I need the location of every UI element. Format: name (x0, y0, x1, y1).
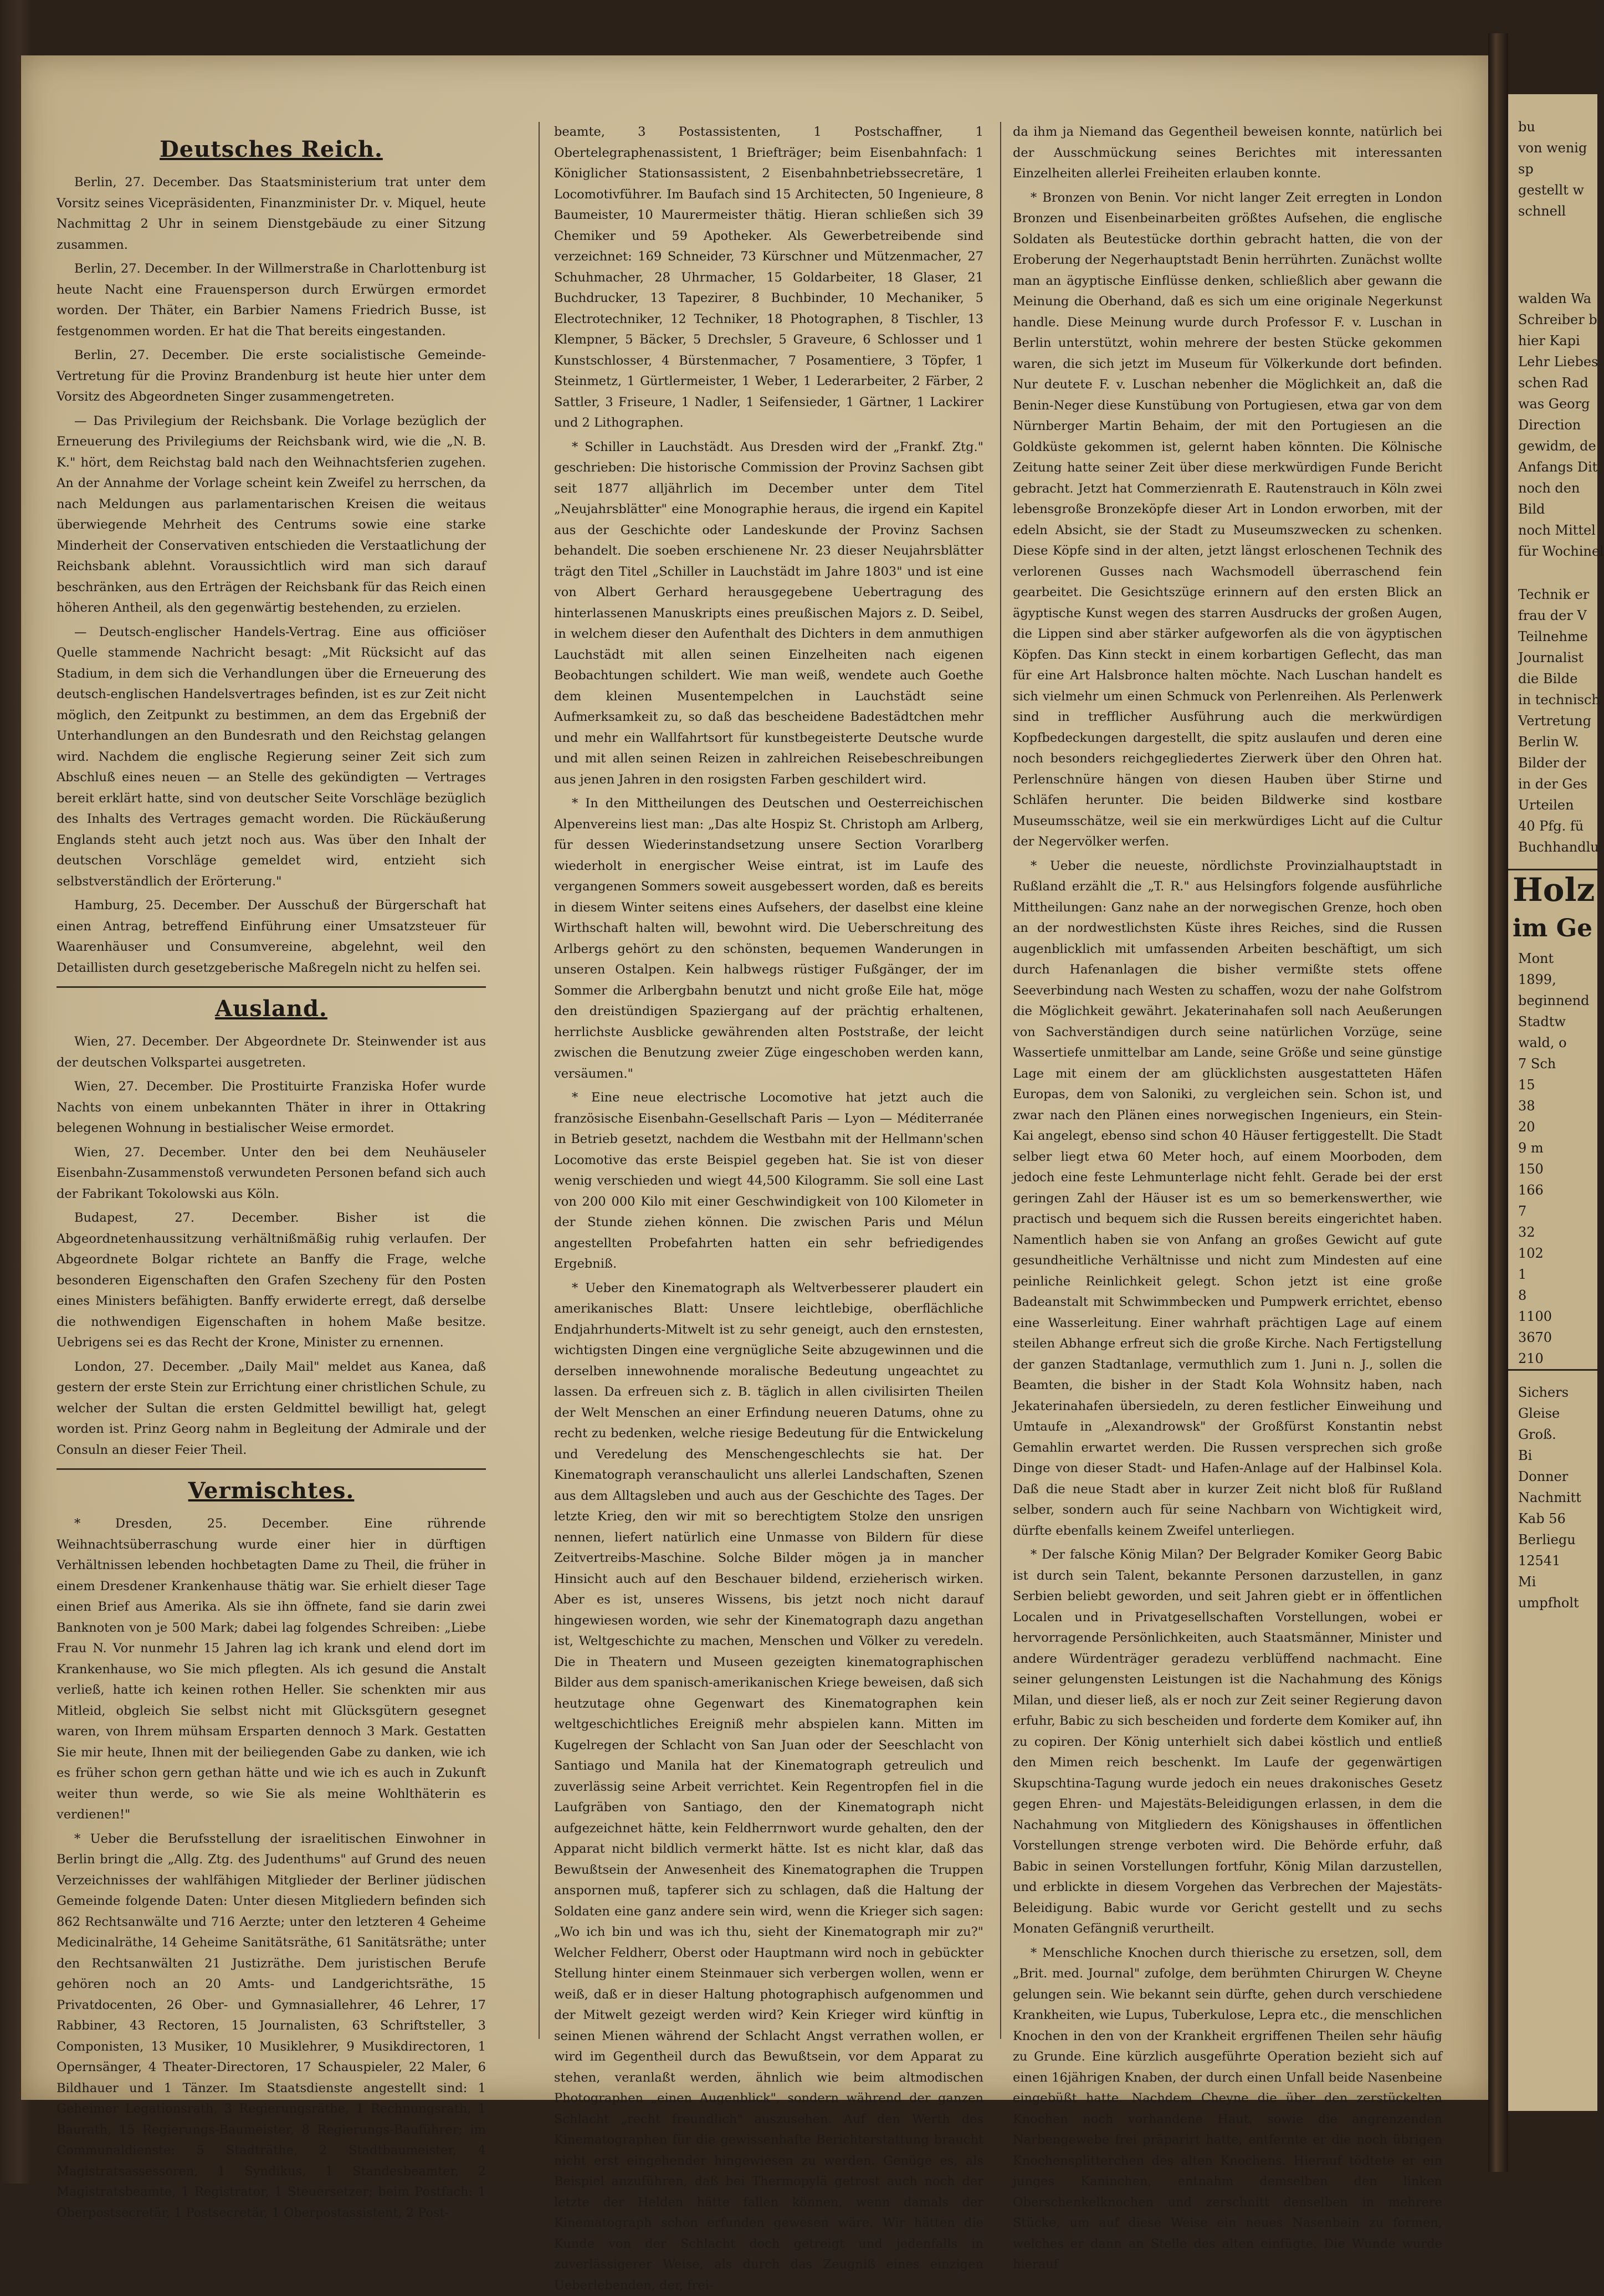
column-3 (1013, 122, 1442, 2028)
adjacent-fragment-line: walden Wa (1508, 288, 1597, 309)
adjacent-fragment-line: 32 (1508, 1222, 1597, 1243)
adjacent-fragment-line: Berlin W. (1508, 731, 1597, 752)
article-provinzialhauptstadt: * Ueber die neueste, nördlichste Provinzialhauptstadt in Rußland erzählt die „T. R." aus Helsingfors folgende ausführliche Mittheilungen: Ganz nahe an der norwegischen Grenze, hoch oben an der nordwestlichsten Küste ihres Reiches, sind die Russen augenblicklich mit umfassenden Arbeiten beschäftigt, um sich durch Hafenanlagen die bisher vermißte stets offene Seeverbindung nach Westen zu schaffen, wozu der nahe Golfstrom die Möglichkeit gewährt. Jekaterinahafen soll nach Aeußerungen von Sachverständigen durch seine natürlichen Vorzüge, seine Wassertiefe unmittelbar am Lande, seine Größe und seine günstige Lage mit einem der am glücklichsten ausgestatteten Häfen Europas, dem von Saloniki, zu vergleichen sein. Schon ist, und zwar nach den Plänen eines norwegischen Ingenieurs, ein Stein-Kai angelegt, ebenso sind schon 40 Häuser fertiggestellt. Die Stadt selber liegt etwa 60 Meter hoch, auf einem Moorboden, dem jedoch eine feste Lehmunterlage nicht fehlt. Gerade bei der erst geringen Zahl der Häuser ist es um so bemerkenswerther, wie practisch und bequem sich die Russen bereits eingerichtet haben. Namentlich haben sie von Anfang an großes Gewicht auf gute gesundheitliche Verhältnisse und nicht zum Mindesten auf eine peinliche Reinlichkeit gelegt. Schon jetzt ist eine große Badeanstalt mit Schwimmbecken und Pumpwerk errichtet, ebenso eine Wasserleitung. Einer wahrhaft prächtigen Lage auf einem steilen Abhange erfreut sich die große Kirche. Nach Fertigstellung der ganzen Stadtanlage, vermuthlich zum 1. Juni n. J., sollen die Beamten, die bisher in der Stadt Kola Wohnsitz haben, nach Jekaterinahafen übersiedeln, zu deren festlicher Einweihung und Umtaufe in „Alexandrowsk" der Großfürst Konstantin nebst Gemahlin erwartet werden. Die Russen versprechen sich große Dinge von dieser Stadt- und Hafen-Anlage auf der Halbinsel Kola. Daß die neue Stadt aber in kurzer Zeit nicht bloß für Rußland selber, sondern auch für seine Nachbarn von Wichtigkeit wird, dürfte ebenfalls keinem Zweifel unterliegen. (1013, 856, 1442, 1542)
adjacent-fragment-line: wald, o (1508, 1032, 1597, 1053)
section-divider (57, 986, 486, 988)
adjacent-fragment-line: Anfangs Dit (1508, 457, 1597, 478)
adjacent-fragment-line: 1 (1508, 1264, 1597, 1285)
adjacent-fragment-line: sp (1508, 158, 1597, 180)
adjacent-fragment-line: 15 (1508, 1074, 1597, 1095)
adjacent-fragment-line: Bild (1508, 499, 1597, 520)
adjacent-fragment-line: 210 (1508, 1348, 1597, 1369)
adjacent-fragment-line: schen Rad (1508, 372, 1597, 393)
section-divider (57, 1468, 486, 1470)
adjacent-fragment-line: von wenig (1508, 137, 1597, 158)
adjacent-fragment-line: Sichers (1508, 1382, 1597, 1403)
adjacent-fragment-line: 38 (1508, 1095, 1597, 1116)
adjacent-fragment-line: Gleise (1508, 1403, 1597, 1424)
adjacent-fragment-line: Teilnehme (1508, 626, 1597, 647)
adjacent-fragment-line: Donner (1508, 1466, 1597, 1487)
article-berufsstellung-cont: beamte, 3 Postassistenten, 1 Postschaffner, 1 Obertelegraphenassistent, 1 Briefträger; beim Eisenbahnfach: 1 Königlicher Stationsassistent, 2 Eisenbahnbetriebssecretäre, 1 Locomotivführer. Im Baufach sind 15 Architecten, 50 Ingenieure, 8 Baumeister, 10 Maurermeister thätig. Hieran schließen sich 39 Chemiker und 59 Apotheker. Als Gewerbetreibende sind verzeichnet: 169 Schneider, 73 Kürschner und Mützenmacher, 27 Schuhmacher, 28 Uhrmacher, 15 Goldarbeiter, 18 Glaser, 21 Buchdrucker, 13 Tapezirer, 8 Buchbinder, 10 Mechaniker, 5 Electrotechniker, 12 Techniker, 18 Photographen, 8 Tischler, 13 Klempner, 5 Bäcker, 5 Drechsler, 5 Graveure, 6 Schlosser und 1 Kunstschlosser, 4 Bürstenmacher, 7 Posamentiere, 3 Töpfer, 1 Steinmetz, 1 Gürtlermeister, 1 Weber, 1 Lederarbeiter, 2 Färber, 2 Sattler, 3 Friseure, 1 Nadler, 1 Seifensieder, 1 Gärtner, 1 Lackirer und 2 Lithographen. (554, 122, 983, 434)
adjacent-fragment-line: 7 (1508, 1201, 1597, 1222)
section-heading-deutsches-reich: Deutsches Reich. (57, 136, 486, 162)
adjacent-fragment-line: Groß. (1508, 1424, 1597, 1445)
adjacent-fragment-line: Mi (1508, 1571, 1597, 1592)
adjacent-fragment-line: beginnend (1508, 990, 1597, 1011)
adjacent-fragment-line: 20 (1508, 1116, 1597, 1137)
adjacent-fragment-line: 7 Sch (1508, 1053, 1597, 1074)
adjacent-fragment-line: 8 (1508, 1285, 1597, 1306)
adjacent-fragment-line: gewidm, de (1508, 435, 1597, 457)
adjacent-lines-low (1508, 584, 1597, 858)
article-arlberg-hospiz: * In den Mittheilungen des Deutschen und Oesterreichischen Alpenvereins liest man: „Das alte Hospiz St. Christoph am Arlberg, für dessen Wiederinstandsetzung unsere Section Vorarlberg wiederholt in energischer Weise eintrat, ist im Laufe des vergangenen Sommers soweit ausgebessert worden, daß es bereits in diesem Winter seitens eines Aufsehers, der daselbst eine kleine Wirthschaft halten will, bewohnt wird. Die Ueberschreitung des Arlbergs gehört zu den schönsten, bequemen Wanderungen in unseren Ostalpen. Kein halbwegs rüstiger Fußgänger, der im Sommer die Arlbergbahn benutzt und nicht große Eile hat, möge den dreistündigen Spaziergang auf der prächtig erhaltenen, herrlichste Ausblicke gewährenden alten Poststraße, der leicht zwischen die Benutzung zweier Züge eingeschoben werden kann, versäumen." (554, 793, 983, 1084)
adjacent-lines-top (1508, 116, 1597, 222)
article-electrische-locomotive: * Eine neue electrische Locomotive hat jetzt auch die französische Eisenbahn-Gesellschaft Paris — Lyon — Méditerranée in Betrieb gesetzt, nachdem die Westbahn mit der Hellmann'schen Locomotive das erste Beispiel gegeben hat. Sie ist von dieser wenig verschieden und wiegt 44,500 Kilogramm. Sie soll eine Last von 200 000 Kilo mit einer Geschwindigkeit von 100 Kilometer in der Stunde ziehen können. Die zwischen Paris und Mélun angestellten Probefahrten hatten ein sehr befriedigendes Ergebniß. (554, 1088, 983, 1275)
adjacent-fragment-line: umpfholt (1508, 1592, 1597, 1613)
adjacent-fragment-line: bu (1508, 116, 1597, 137)
column-rule (1000, 122, 1001, 2039)
adjacent-fragment-line: gestellt w (1508, 180, 1597, 201)
adjacent-fragment-line: 166 (1508, 1180, 1597, 1201)
adjacent-advert-holz (1508, 869, 1597, 1371)
adjacent-fragment-line: Direction (1508, 414, 1597, 435)
adjacent-fragment-line: Buchhandlu (1508, 837, 1597, 858)
adjacent-holz-title: Holz (1508, 870, 1597, 909)
adjacent-holz-sub: im Ge (1508, 909, 1597, 948)
article-dresden-weihnacht: * Dresden, 25. December. Eine rührende Weihnachtsüberraschung wurde einer hier in dürftigen Verhältnissen lebenden hochbetagten Dame zu Theil, die früher in einem Dresdener Krankenhause thätig war. Sie erhielt dieser Tage einen Brief aus Amerika. Als sie ihn öffnete, fand sie darin zwei Banknoten von je 500 Mark; dabei lag folgendes Schreiben: „Liebe Frau N. Vor nunmehr 15 Jahren lag ich krank und elend dort im Krankenhause, wo Sie mich pflegten. Als ich gesund die Anstalt verließ, hatte ich keinen rothen Heller. Sie schenkten mir aus Mitleid, obgleich Sie selbst nicht mit Glücksgütern gesegnet waren, von Ihrem mühsam Ersparten dennoch 3 Mark. Gestatten Sie mir heute, Ihnen mit der beiliegenden Gabe zu danken, wie ich es früher schon gern gethan hätte und wie ich es auch in Zukunft weiter thun werde, so wie Sie als meine Wohlthäterin es verdienen!" (57, 1514, 486, 1826)
adjacent-fragment-line: Vertretung (1508, 710, 1597, 731)
adjacent-fragment-line: schnell (1508, 201, 1597, 222)
adjacent-fragment-line: Bi (1508, 1445, 1597, 1466)
column-2 (554, 122, 983, 2028)
adjacent-page-strip (1508, 94, 1597, 2111)
article-budapest: Budapest, 27. December. Bisher ist die Abgeordnetenhaussitzung verhältnißmäßig ruhig verlaufen. Der Abgeordnete Bolgar richtete an Banffy die Frage, welche besonderen Eigenschaften den Grafen Szecheny für den Posten eines Ministers befähigten. Banffy erwiderte erregt, daß derselbe die nothwendigen Eigenschaften in hohem Maße besitze. Uebrigens sei es das Recht der Krone, Minister zu ernennen. (57, 1208, 486, 1354)
article-hamburg: Hamburg, 25. December. Der Ausschuß der Bürgerschaft hat einen Antrag, betreffend Einführung einer Umsatzsteuer für Waarenhäuser und Consumvereine, abgelehnt, weil den Detaillisten durch gesetzgeberische Maßregeln nicht zu helfen sei. (57, 895, 486, 978)
article-menschliche-knochen: * Menschliche Knochen durch thierische zu ersetzen, soll, dem „Brit. med. Journal" zufolge, dem berühmten Chirurgen W. Cheyne gelungen sein. Wie bekannt sein dürfte, gehen durch verschiedene Krankheiten, wie Lupus, Tuberkulose, Lepra etc., die menschlichen Knochen in den von der Krankheit ergriffenen Theilen sehr häufig zu Grunde. Eine kürzlich ausgeführte Operation bezieht sich auf einen 16jährigen Knaben, der durch einen Unfall beide Nasenbeine eingebüßt hatte. Nachdem Cheyne die über den zerstückelten Knochen noch vorhandene Haut, sowie die angrenzenden Narbengewebe frei präparirt hatte, entfernte er die noch übrigen Knochensplitterchen des alten Knochens. Hierauf tödtete er ein junges Kaninchen, entnahm demselben den linken Oberschenkelknochen und zerschnitt denselben in mehrere Stücke, um auf diese Weise ein neues Nasenbein zu formen, welches er dann an Stelle des alten einfügte. Die Wunde wurde hierauf (1013, 1943, 1442, 2276)
adjacent-fragment-line: 150 (1508, 1159, 1597, 1180)
adjacent-fragment-line: hier Kapi (1508, 330, 1597, 351)
article-wien-hofer: Wien, 27. December. Die Prostituirte Franziska Hofer wurde Nachts von einem unbekannten Thäter in ihrer in Ottakring belegenen Wohnung in bestialischer Weise ermordet. (57, 1077, 486, 1139)
adjacent-fragment-line: 1899, (1508, 969, 1597, 990)
adjacent-fragment-line: was Georg (1508, 393, 1597, 414)
article-kinematograph-cont: da ihm ja Niemand das Gegentheil beweisen konnte, natürlich bei der Ausschmückung seines Berichtes mit interessanten Einzelheiten allerlei Freiheiten erlauben konnte. (1013, 122, 1442, 184)
article-koenig-milan: * Der falsche König Milan? Der Belgrader Komiker Georg Babic ist durch sein Talent, bekannte Personen darzustellen, in ganz Serbien beliebt geworden, und seit Jahren giebt er in öffentlichen Localen und in Privatgesellschaften Vorstellungen, wobei er hervorragende Persönlichkeiten, auch Staatsmänner, Minister und andere Würdenträger geradezu verblüffend nachmacht. Eine seiner gelungensten Leistungen ist die Nachahmung des Königs Milan, und dieser ließ, als er noch zur Zeit seiner Regierung davon erfuhr, Babic zu sich bescheiden und forderte dem Komiker auf, ihn zu copiren. Der König unterhielt sich dabei köstlich und entließ den Mimen reich beschenkt. Im Laufe der gegenwärtigen Skupschtina-Tagung wurde jedoch ein neues drakonisches Gesetz gegen Ehren- und Majestäts-Beleidigungen erlassen, in dem die Nachahmung von Mitgliedern des Königshauses in öffentlichen Vorstellungen strenge verboten wird. Die Behörde erfuhr, daß Babic in seinen Vorstellungen fortfuhr, König Milan darzustellen, und erblickte in diesem Vorgehen das Verbrechen der Majestäts-Beleidigung. Babic wurde vor Gericht gestellt und zu sechs Monaten Gefängniß verurtheilt. (1013, 1545, 1442, 1940)
adjacent-fragment-line: 12541 (1508, 1550, 1597, 1571)
adjacent-fragment-line: Schreiber b (1508, 309, 1597, 330)
column-1 (57, 133, 486, 2039)
adjacent-fragment-line: Mont (1508, 948, 1597, 969)
adjacent-fragment-line: frau der V (1508, 605, 1597, 626)
article-bronzen-benin: * Bronzen von Benin. Vor nicht langer Zeit erregten in London Bronzen und Eisenbeinarbeiten größtes Aufsehen, die englische Soldaten als Beutestücke dorthin gebracht hatten, die von der Eroberung der Negerhauptstadt Benin herrührten. Zunächst wollte man an ägyptische Einflüsse denken, schließlich aber gewann die Meinung die Oberhand, daß es sich um eine originale Negerkunst handle. Diese Meinung wurde durch Professor F. v. Luschan in Berlin unterstützt, wohin mehrere der besten Stücke gekommen waren, die sich jetzt im Museum für Völkerkunde dort befinden. Nur deutete F. v. Luschan nebenher die Möglichkeit an, daß die Benin-Neger diese Kunstübung von Portugiesen, etwa gar von dem Nürnberger Martin Behaim, der mit den Portugiesen an die Goldküste gekommen ist, gelernt haben könnten. Die Kölnische Zeitung hatte seiner Zeit über diese merkwürdigen Funde Bericht gebracht. Jetzt hat Commerzienrath E. Rautenstrauch in Köln zwei lebensgroße Bronzeköpfe dieser Art in London erworben, mit der edeln Absicht, sie der Stadt zu Museumszwecken zu schenken. Diese Köpfe sind in der alten, jetzt längst erloschenen Technik des verlorenen Gusses nach Wachsmodell überraschend fein gearbeitet. Die Gesichtszüge erinnern auf den ersten Blick an ägyptische Kunst wegen des starren Ausdrucks der großen Augen, die Lippen sind aber stärker aufgeworfen als die von ägyptischen Köpfen. Das Kinn steckt in einem korbartigen Geflecht, das man für eine Art Halsbronce halten möchte. Nach Luschan handelt es sich vielmehr um einen Schmuck von Perlenreihen. Als Perlenwerk sind in trefflicher Ausführung auch die merkwürdigen Kopfbedeckungen dargestellt, die spitz auslaufen und deren eine noch besonders reichgegliedertes Zierwerk über den Ohren hat. Perlenschnüre hängen von diesen Hauben über Stirne und Schläfen herunter. Die beiden Bildwerke sind kostbare Museumsschätze, weil sie ein merkwürdiges Licht auf die Cultur der Negervölker werfen. (1013, 188, 1442, 853)
adjacent-fragment-line: 40 Pfg. fü (1508, 816, 1597, 837)
adjacent-fragment-line: in der Ges (1508, 773, 1597, 795)
article-wien-eisenbahn: Wien, 27. December. Unter den bei dem Neuhäuseler Eisenbahn-Zusammenstoß verwundeten Personen befand sich auch der Fabrikant Tokolowski aus Köln. (57, 1142, 486, 1205)
adjacent-fragment-line: Stadtw (1508, 1011, 1597, 1032)
adjacent-fragment-line: Urteilen (1508, 795, 1597, 816)
adjacent-fragment-line: Berliegu (1508, 1529, 1597, 1550)
adjacent-lines-mid (1508, 288, 1597, 562)
column-rule (539, 122, 540, 2039)
adjacent-fragment-line: 102 (1508, 1243, 1597, 1264)
article-schiller-lauchstaedt: * Schiller in Lauchstädt. Aus Dresden wird der „Frankf. Ztg." geschrieben: Die historische Commission der Provinz Sachsen gibt seit 1877 alljährlich im December unter dem Titel „Neujahrsblätter" eine Monographie heraus, die irgend ein Kapitel aus der Geschichte oder Landeskunde der Provinz Sachsen behandelt. Die soeben erschienene Nr. 23 dieser Neujahrsblätter trägt den Titel „Schiller in Lauchstädt im Jahre 1803" und ist eine von Albert Gerhard herausgegebene Uebertragung des hinterlassenen Manuskripts eines preußischen Majors z. D. Seibel, in welchem dieser den Aufenthalt des Dichters in dem anmuthigen Lauchstädt mit allen seinen Einzelheiten nach eigenen Beobachtungen schildert. Wie man weiß, wendete auch Goethe dem kleinen Musentempelchen in Lauchstädt seine Aufmerksamkeit zu, so daß das bescheidene Badestädtchen mehr und mehr ein Wallfahrtsort für kunstbegeisterte Deutsche wurde und mit allen seinen Reizen in zahlreichen Reisebeschreibungen aus jenen Jahren in den rosigsten Farben geschildert wird. (554, 437, 983, 791)
adjacent-fragment-line: Lehr Liebes (1508, 351, 1597, 372)
adjacent-fragment-line: Technik er (1508, 584, 1597, 605)
adjacent-fragment-line: noch den (1508, 478, 1597, 499)
adjacent-fragment-line: 3670 (1508, 1327, 1597, 1348)
adjacent-fragment-line: Journalist (1508, 647, 1597, 668)
article-berlin-charlottenburg: Berlin, 27. December. In der Willmerstraße in Charlottenburg ist heute Nacht eine Frauensperson durch Erwürgen ermordet worden. Der Thäter, ein Barbier Namens Friedrich Busse, ist festgenommen worden. Er hat die That bereits eingestanden. (57, 259, 486, 342)
article-berufsstellung: * Ueber die Berufsstellung der israelitischen Einwohner in Berlin bringt die „Allg. Ztg. des Judenthums" auf Grund des neuen Verzeichnisses der wahlfähigen Mitglieder der Berliner jüdischen Gemeinde folgende Daten: Unter diesen Mitgliedern befinden sich 862 Rechtsanwälte und 716 Aerzte; unter den letzteren 4 Geheime Medicinalräthe, 14 Geheime Sanitätsräthe, 61 Sanitätsräthe; unter den Rechtsanwälten 21 Justizräthe. Dem juristischen Berufe gehören noch an 20 Amts- und Landgerichtsräthe, 15 Privatdocenten, 26 Ober- und Gymnasiallehrer, 46 Lehrer, 17 Rabbiner, 43 Rectoren, 15 Journalisten, 63 Schriftsteller, 3 Componisten, 13 Musiker, 10 Musiklehrer, 9 Musikdirectoren, 1 Opernsänger, 4 Theater-Directoren, 17 Schauspieler, 22 Maler, 6 Bildhauer und 1 Tänzer. Im Staatsdienste angestellt sind: 1 Geheimer Legationsrath, 3 Regierungsräthe, 1 Rechnungsrath, 1 Baurath, 15 Regierungs-Baumeister, 8 Regierungs-Bauführer; im Communaldienste: 5 Stadträthe, 2 Stadtbaumeister, 4 Magistratsassessoren, 1 Syndikus, 1 Standesbeamter, 2 Magistratsbeamte, 1 Registrator, 1 Steuersetzer; beim Postfach: 1 Oberpostsecretär, 1 Postsecretär, 1 Oberpostassistent, 2 Post- (57, 1829, 486, 2224)
article-london: London, 27. December. „Daily Mail" meldet aus Kanea, daß gestern der erste Stein zur Errichtung einer christlichen Schule, zu welcher der Sultan die ersten Geldmittel bewilligt hat, gelegt worden ist. Prinz Georg nahm in Begleitung der Admirale und der Consuln an dieser Feier Theil. (57, 1357, 486, 1461)
book-gutter (1488, 33, 1508, 2172)
adjacent-fragment-line: Nachmitt (1508, 1487, 1597, 1508)
adjacent-numbers (1508, 1053, 1597, 1369)
article-berlin-staatsministerium: Berlin, 27. December. Das Staatsministerium trat unter dem Vorsitz seines Vicepräsidenten, Finanzminister Dr. v. Miquel, heute Nachmittag 2 Uhr in seinem Dienstgebäude zu einer Sitzung zusammen. (57, 172, 486, 255)
adjacent-fragment-line: 9 m (1508, 1137, 1597, 1159)
article-handelsvertrag: — Deutsch-englischer Handels-Vertrag. Eine aus officiöser Quelle stammende Nachricht besagt: „Mit Rücksicht auf das Stadium, in dem sich die Verhandlungen über die Erneuerung des deutsch-englischen Handelsvertrages befinden, ist es zur Zeit nicht möglich, den Zeitpunkt zu bestimmen, an dem das Ergebniß der Unterhandlungen an den Bundesrath und den Reichstag gelangen wird. Nachdem die englische Regierung seiner Zeit sich zum Abschluß eines neuen — an Stelle des gekündigten — Vertrages bereit erklärt hatte, sind von deutscher Seite Vorschläge bezüglich des Inhalts des Vertrages gemacht worden. Die Rückäußerung Englands steht auch jetzt noch aus. Was über den Inhalt der deutschen Vorschläge gemeldet wird, entzieht sich selbstverständlich der Erörterung." (57, 622, 486, 893)
section-heading-ausland: Ausland. (57, 996, 486, 1022)
adjacent-tail (1508, 1382, 1597, 1613)
adjacent-fragment-line: für Wochinel (1508, 541, 1597, 562)
adjacent-dates (1508, 948, 1597, 1053)
adjacent-fragment-line: 1100 (1508, 1306, 1597, 1327)
adjacent-fragment-line: Kab 56 (1508, 1508, 1597, 1529)
adjacent-fragment-line: in technisch (1508, 689, 1597, 710)
article-berlin-gemeinde: Berlin, 27. December. Die erste socialistische Gemeinde-Vertretung für die Provinz Brandenburg ist heute hier unter dem Vorsitz des Abgeordneten Singer zusammengetreten. (57, 345, 486, 408)
adjacent-fragment-line: Bilder der (1508, 752, 1597, 773)
adjacent-fragment-line: noch Mittel (1508, 520, 1597, 541)
article-wien-steinwender: Wien, 27. December. Der Abgeordnete Dr. Steinwender ist aus der deutschen Volkspartei ausgetreten. (57, 1032, 486, 1073)
adjacent-fragment-line: die Bilde (1508, 668, 1597, 689)
section-heading-vermischtes: Vermischtes. (57, 1478, 486, 1504)
article-reichsbank: — Das Privilegium der Reichsbank. Die Vorlage bezüglich der Erneuerung des Privilegiums der Reichsbank wird, wie die „N. B. K." hört, dem Reichstag bald nach den Weihnachtsferien zugehen. An der Annahme der Vorlage scheint kein Zweifel zu herrschen, da nach Meldungen aus parlamentarischen Kreisen die weitaus überwiegende Mehrheit des Centrums sowie eine starke Minderheit der Conservativen entschieden die Verstaatlichung der Reichsbank ablehnt. Voraussichtlich wird man sich darauf beschränken, aus den Erträgen der Reichsbank für das Reich einen höheren Antheil, als den gegenwärtig bestehenden, zu erzielen. (57, 411, 486, 619)
article-kinematograph: * Ueber den Kinematograph als Weltverbesserer plaudert ein amerikanisches Blatt: Unsere leichtlebige, oberflächliche Endjahrhunderts-Mitwelt ist zu sehr geneigt, auch den ernstesten, wichtigsten Dingen eine vergnügliche Seite abzugewinnen und die derselben innewohnende moralische Bedeutung ungeachtet zu lassen. Da erfreuen sich z. B. täglich in allen civilisirten Theilen der Welt Menschen an einer Erfindung neueren Datums, ohne zu recht zu bedenken, welche riesige Bedeutung für die Entwickelung und Veredelung des Menschengeschlechts sie hat. Der Kinematograph veranschaulicht uns allerlei Landschaften, Szenen aus dem Alltagsleben und auch aus der Geschichte des Tages. Der letzte Krieg, den wir mit so berechtigtem Stolze den unsrigen nennen, liefert natürlich eine Unmasse von Bildern für diese Zeitvertreibs-Maschine. Solche Bilder mögen ja in mancher Hinsicht auch auf den Beschauer bildend, erzieherisch wirken. Aber es ist, unseres Wissens, bis jetzt noch nicht darauf hingewiesen worden, wie sehr der Kinematograph dazu angethan ist, Weltgeschichte zu machen, Menschen und Völker zu veredeln. Die in Theatern und Museen gezeigten kinematographischen Bilder aus dem spanisch-amerikanischen Kriege beweisen, daß sich heutzutage ohne Gegenwart des Kinematographen kein weltgeschichtliches Ereigniß mehr abspielen kann. Mitten im Kugelregen der Schlacht von San Juan oder der Seeschlacht von Santiago und Manila hat der Kinematograph getreulich und zuverlässig seine Arbeit verrichtet. Kein Regentropfen fiel in die Laufgräben von Santiago, den der Kinematograph nicht aufgezeichnet hätte, kein Feldherrnwort wurde gehalten, den der Apparat nicht bildlich vermerkt hätte. Ist es nicht klar, daß das Bewußtsein der Anwesenheit des Kinematographen die Truppen anspornen muß, tapferer sich zu schlagen, daß die Haltung der Soldaten eine ganz andere sein wird, wenn die Krieger sich sagen: „Wo ich bin und was ich thu, sieht der Kinematograph mir zu?" Welcher Feldherr, Oberst oder Hauptmann wird noch in gebückter Stellung hinter einem Steinmauer sich verbergen wollen, wenn er weiß, daß er in dieser Haltung photographisch aufgenommen und der Mitwelt gezeigt werden wird? Kein Krieger wird künftig in seinen Mienen während der Schlacht Angst verrathen wollen, er wird im Gegentheil durch das Bewußtsein, vor dem Apparat zu stehen, veranlaßt werden, ähnlich wie beim altmodischen Photographen „einen Augenblick", sondern während der ganzen Schlacht „recht freundlich" auszusehen. Auf den Werth des Kinematographen für die gewissenhafte Berichterstattung braucht nicht erst eingehender hingewiesen zu werden. Genüge es, als Beispiel anzuführen, daß bei Thermopylä getrost auch noch der letzte der Helden hätte fallen können, wenn damals der Kinematograph schon erfunden gewesen wäre. Wir hätten die Kunde von der Schlacht doch getreigt und jedenfalls in zuverlässigerer Weise, als durch das Zeugniß eines einzigen Ueberlebenden, der, frei- (554, 1278, 983, 2296)
